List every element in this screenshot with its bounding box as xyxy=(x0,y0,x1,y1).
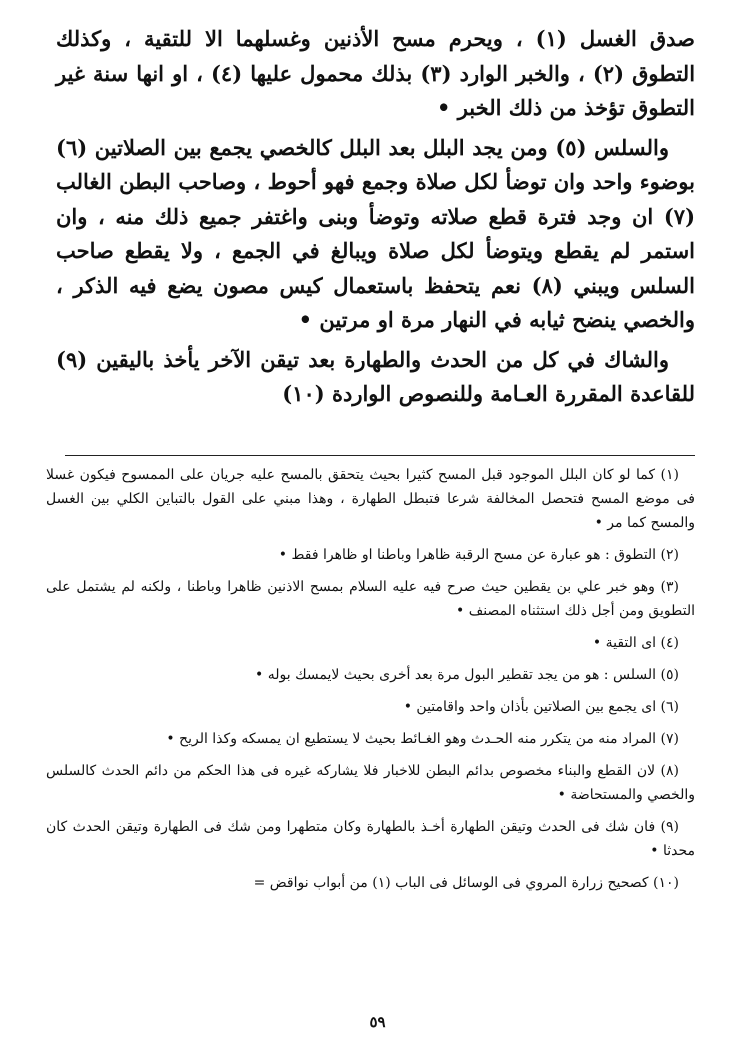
main-paragraph: والسلس (٥) ومن يجد البلل بعد البلل كالخصي يجمع بين الصلاتين (٦) بوضوء واحد وان توضأ لكل صلاة وجمع فهو أحوط ، وصاحب البطن الغالب (٧) ان وجد فترة قطع صلاته وتوضأ وبنى واغتفر جميع ذلك منه ، وان استمر لم يقطع ويتوضأ لكل صلاة ويبالغ في الجمع ، ولا يقطع صاحب السلس ويبني (٨) نعم يتحفظ باستعمال كيس مصون يضع فيه الذكر ، والخصي ينضح ثيابه في النهار مرة او مرتين • xyxy=(56,134,695,332)
main-paragraph: صدق الغسل (١) ، ويحرم مسح الأذنين وغسلهما الا للتقية ، وكذلك التطوق (٢) ، والخبر الوارد (٣) بذلك محمول عليها (٤) ، او انها سنة غير التطوق تؤخذ من ذلك الخبر • xyxy=(56,26,696,120)
page-number: ٥٩ xyxy=(369,1013,386,1031)
footnote-4: (٤) اى التقية • xyxy=(592,635,679,651)
main-text-block xyxy=(56,22,695,417)
footnote-5: (٥) السلس : هو من يجد تقطير البول مرة بعد أخرى بحيث لايمسك بوله • xyxy=(255,667,679,683)
footnote-9: (٩) فان شك فى الحدث وتيقن الطهارة أخـذ بالطهارة وكان متطهرا ومن شك فى الطهارة وتيقن الحدث كان محدثا • xyxy=(46,819,695,859)
footnote-8: (٨) لان القطع والبناء مخصوص بدائم البطن للاخبار فلا يشاركه غيره فى هذا الحكم من دائم الحدث كالسلس والخصي والمستحاضة • xyxy=(46,763,695,803)
footnote-6: (٦) اى يجمع بين الصلاتين بأذان واحد واقامتين • xyxy=(403,699,679,715)
footnote-7: (٧) المراد منه من يتكرر منه الحـدث وهو الغـائط بحيث لا يستطيع ان يمسكه وكذا الريح • xyxy=(166,731,679,747)
footnote-10: (١٠) كصحيح زرارة المروي فى الوسائل فى الباب (١) من أبواب نواقض = xyxy=(253,875,679,891)
footnote-2: (٢) التطوق : هو عبارة عن مسح الرقبة ظاهرا وباطنا او ظاهرا فقط • xyxy=(278,547,679,563)
footnote-3: (٣) وهو خبر علي بن يقطين حيث صرح فيه عليه السلام بمسح الاذنين ظاهرا وباطنا ، ولكنه لم يشتمل على التطويق ومن أجل ذلك استثناه المصنف • xyxy=(46,579,695,619)
footnotes-block xyxy=(46,463,695,895)
footnote-separator xyxy=(65,455,695,456)
footnote-1: (١) كما لو كان البلل الموجود قبل المسح كثيرا بحيث يتحقق بالمسح عليه جريان على الممسوح فيكون غسلا فى موضع المسح فتحصل المخالفة شرعا فتبطل الطهارة ، وهذا مبني على القول بالتباين الكلي بين الغسل والمسح كما مر • xyxy=(46,467,695,531)
main-paragraph: والشاك في كل من الحدث والطهارة بعد تيقن الآخر يأخذ باليقين (٩) للقاعدة المقررة العـامة وللنصوص الواردة (١٠) xyxy=(56,346,695,406)
